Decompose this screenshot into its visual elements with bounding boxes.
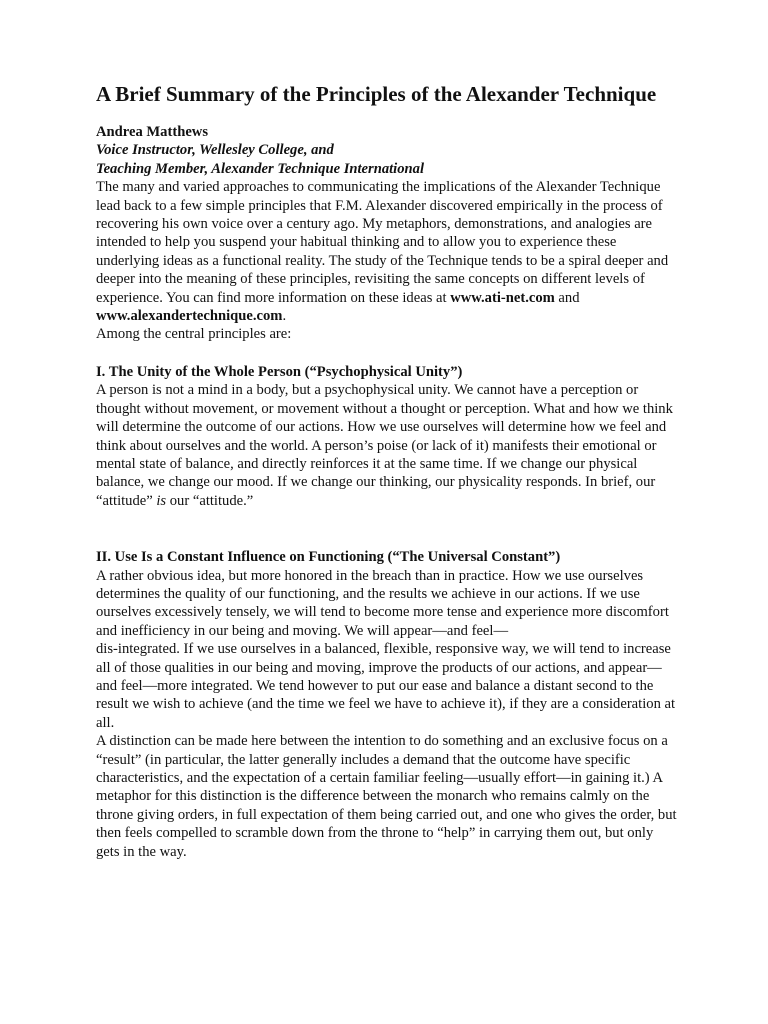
ati-net-link[interactable]: www.ati-net.com xyxy=(450,289,555,306)
author-name: Andrea Matthews xyxy=(96,124,209,140)
section-unity-paragraph xyxy=(96,381,678,510)
section-use-paragraph-1 xyxy=(96,567,678,733)
section-use-paragraph-2: A distinction can be made here between the intention to do something and an exclusive focus on a “result” (in particular, the latter generally includes a demand that the outcome have specific characteristics, and the expectation of a certain familiar feeling—usually effort—in gaining it.) A metaphor for this distinction is the difference between the monarch who remains calmly on the throne giving orders, in full expectation of them being carried out, and one who gives the order, but then feels compelled to scramble down from the throne to “help” in carrying them out, but only gets in the way. xyxy=(96,733,677,860)
alexandertechnique-link[interactable]: www.alexandertechnique.com xyxy=(96,308,283,325)
document-title: A Brief Summary of the Principles of the Alexander Technique xyxy=(96,82,657,106)
principles-intro: Among the central principles are: xyxy=(96,326,292,343)
unity-italic-word: is xyxy=(156,492,167,509)
intro-text: The many and varied approaches to communicating the implications of the Alexander Technique lead back to a few simple principles that F.M. Alexander discovered empirically in the process of recovering his own voice over a century ago. My metaphors, demonstrations, and analogies are intended to help you suspend your habitual thinking and to allow you to experience these underlying ideas as a functional reality. The study of the Technique tends to be a spiral deeper and deeper into the meaning of these principles, revisiting the same concepts on different levels of experience. You can find more information on these ideas at xyxy=(96,179,669,306)
author-affiliation-1: Voice Instructor, Wellesley College, and xyxy=(96,142,334,159)
intro-end: . xyxy=(282,308,287,325)
section-heading-unity: I. The Unity of the Whole Person (“Psychophysical Unity”) xyxy=(96,363,463,380)
section-heading-use: II. Use Is a Constant Influence on Functioning (“The Universal Constant”) xyxy=(96,549,561,566)
document-page xyxy=(96,80,678,861)
author-affiliation-2: Teaching Member, Alexander Technique International xyxy=(96,160,424,177)
byline xyxy=(96,123,678,178)
unity-text-end: our “attitude.” xyxy=(166,492,254,509)
intro-connector: and xyxy=(554,289,580,306)
intro-paragraph xyxy=(96,178,678,325)
use-text-line1: A rather obvious idea, but more honored in the breach than in practice. How we use ourselves determines the quality of our functioning, and the results we achieve in our actions. If we use ourselves excessively tensely, we will tend to become more tense and experience more discomfort and inefficiency in our being and moving. We will appear—and feel— xyxy=(96,567,669,639)
use-text-rest: dis-integrated. If we use ourselves in a balanced, flexible, responsive way, we will tend to increase all of those qualities in our being and moving, improve the products of our actions, and appear—and feel—more integrated. We tend however to put our ease and balance a distant second to the result we wish to achieve (and the time we feel we have to achieve it), if they are a consideration at all. xyxy=(96,641,676,731)
unity-text: A person is not a mind in a body, but a psychophysical unity. We cannot have a perception or thought without movement, or movement without a thought or perception. What and how we think will determine the outcome of our actions. How we use ourselves will determine how we feel and think about ourselves and the world. A person’s poise (or lack of it) manifests their emotional or mental state of balance, and directly reinforces it at the same time. If we change our physical balance, we change our mood. If we change our thinking, our physicality responds. In brief, our “attitude” xyxy=(96,382,673,509)
